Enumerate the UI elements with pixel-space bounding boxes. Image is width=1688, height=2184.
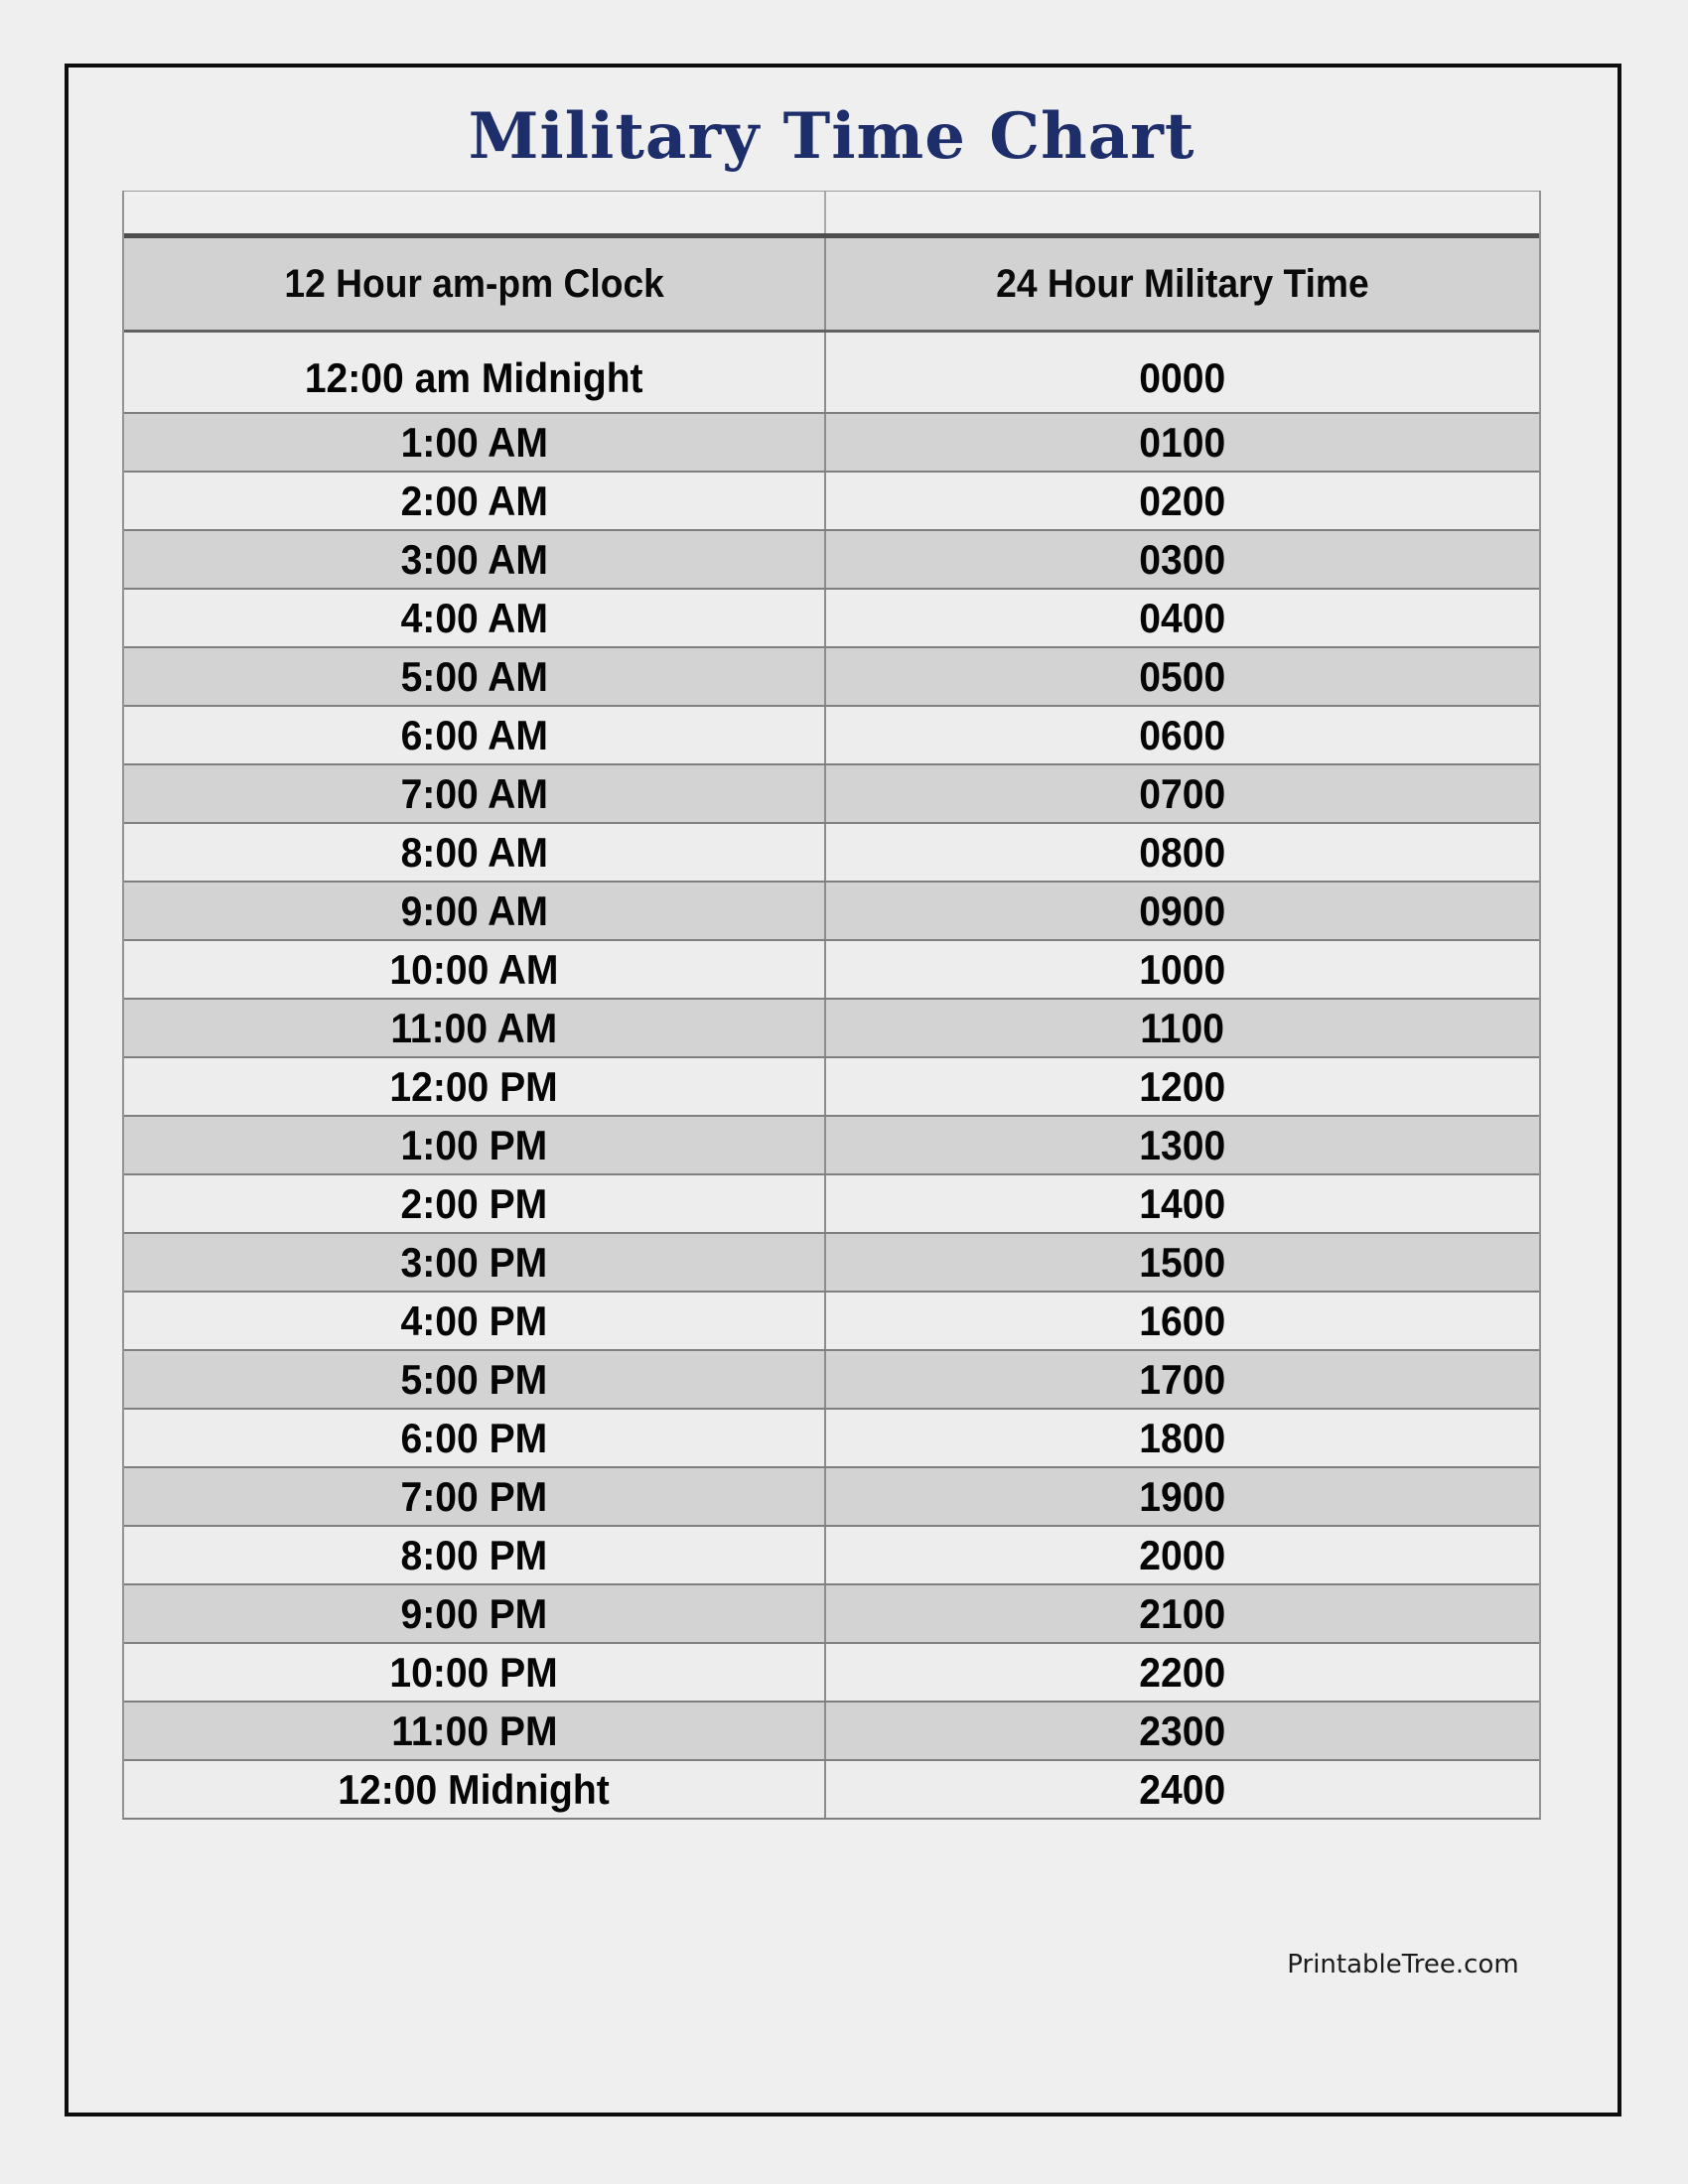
military-cell: 0300 xyxy=(1139,535,1226,583)
military-cell-wrap xyxy=(824,590,1539,646)
military-cell: 0200 xyxy=(1139,477,1226,524)
table-row xyxy=(124,412,1539,471)
clock-cell-wrap xyxy=(124,1761,824,1818)
military-cell: 0700 xyxy=(1139,769,1226,817)
clock-cell: 2:00 PM xyxy=(400,1179,548,1227)
table-row xyxy=(124,1759,1539,1818)
table-row xyxy=(124,1349,1539,1408)
military-cell: 0100 xyxy=(1139,418,1226,466)
military-cell: 0900 xyxy=(1139,887,1226,934)
clock-cell: 3:00 PM xyxy=(400,1238,548,1286)
military-cell-wrap xyxy=(824,1703,1539,1759)
clock-cell: 12:00 PM xyxy=(389,1062,559,1110)
military-cell: 1400 xyxy=(1139,1179,1226,1227)
clock-cell-wrap xyxy=(124,1351,824,1408)
military-cell-wrap xyxy=(824,1644,1539,1701)
header-military-cell xyxy=(824,238,1539,330)
clock-cell-wrap xyxy=(124,1234,824,1291)
clock-cell: 1:00 PM xyxy=(400,1121,548,1168)
military-cell: 1300 xyxy=(1139,1121,1226,1168)
clock-cell: 4:00 AM xyxy=(400,594,548,641)
clock-cell-wrap xyxy=(124,1000,824,1056)
clock-cell-wrap xyxy=(124,1527,824,1583)
military-cell: 0400 xyxy=(1139,594,1226,641)
header-military-label: 24 Hour Military Time xyxy=(996,261,1369,306)
military-cell-wrap xyxy=(824,1527,1539,1583)
table-header-row xyxy=(124,238,1539,330)
clock-cell-wrap xyxy=(124,1468,824,1525)
table-row xyxy=(124,529,1539,588)
military-cell: 1500 xyxy=(1139,1238,1226,1286)
military-cell: 1900 xyxy=(1139,1472,1226,1520)
table-row xyxy=(124,1525,1539,1583)
clock-cell: 10:00 PM xyxy=(389,1648,559,1696)
table-row xyxy=(124,881,1539,939)
military-cell: 0800 xyxy=(1139,828,1226,876)
clock-cell: 12:00 am Midnight xyxy=(305,354,643,401)
military-cell: 0600 xyxy=(1139,711,1226,758)
clock-cell-wrap xyxy=(124,648,824,705)
table-row xyxy=(124,588,1539,646)
table-row xyxy=(124,646,1539,705)
table-body xyxy=(124,330,1539,1818)
clock-cell: 10:00 AM xyxy=(389,945,559,993)
military-cell-wrap xyxy=(824,531,1539,588)
military-cell: 2100 xyxy=(1139,1589,1226,1637)
clock-cell: 7:00 PM xyxy=(400,1472,548,1520)
military-cell: 2000 xyxy=(1139,1531,1226,1578)
military-cell-wrap xyxy=(824,1585,1539,1642)
military-cell-wrap xyxy=(824,1468,1539,1525)
clock-cell: 4:00 PM xyxy=(400,1297,548,1344)
table-row xyxy=(124,1056,1539,1115)
clock-cell: 2:00 AM xyxy=(400,477,548,524)
clock-cell-wrap xyxy=(124,765,824,822)
military-cell-wrap xyxy=(824,941,1539,998)
military-cell-wrap xyxy=(824,1000,1539,1056)
footer-site-link: PrintableTree.com xyxy=(1287,1950,1519,1979)
military-cell: 1600 xyxy=(1139,1297,1226,1344)
header-clock-label: 12 Hour am-pm Clock xyxy=(284,261,664,306)
table-row xyxy=(124,998,1539,1056)
clock-cell: 1:00 AM xyxy=(400,418,548,466)
clock-cell-wrap xyxy=(124,414,824,471)
clock-cell-wrap xyxy=(124,941,824,998)
military-cell-wrap xyxy=(824,473,1539,529)
military-cell-wrap xyxy=(824,765,1539,822)
military-cell-wrap xyxy=(824,1293,1539,1349)
military-cell-wrap xyxy=(824,1058,1539,1115)
military-cell: 0500 xyxy=(1139,652,1226,700)
military-cell-wrap xyxy=(824,333,1539,412)
clock-cell: 5:00 PM xyxy=(400,1355,548,1403)
military-cell: 1000 xyxy=(1139,945,1226,993)
table-row xyxy=(124,822,1539,881)
page-title: Military Time Chart xyxy=(468,99,1196,174)
military-cell: 0000 xyxy=(1139,354,1226,401)
military-cell: 1800 xyxy=(1139,1414,1226,1461)
clock-cell: 7:00 AM xyxy=(400,769,548,817)
military-cell-wrap xyxy=(824,824,1539,881)
clock-cell-wrap xyxy=(124,1410,824,1466)
military-cell: 1700 xyxy=(1139,1355,1226,1403)
clock-cell-wrap xyxy=(124,333,824,412)
clock-cell-wrap xyxy=(124,473,824,529)
clock-cell-wrap xyxy=(124,1175,824,1232)
military-cell-wrap xyxy=(824,1410,1539,1466)
military-cell: 1100 xyxy=(1140,1004,1225,1051)
clock-cell-wrap xyxy=(124,707,824,763)
table-row xyxy=(124,1232,1539,1291)
clock-cell-wrap xyxy=(124,1703,824,1759)
table-row xyxy=(124,1173,1539,1232)
clock-cell-wrap xyxy=(124,531,824,588)
military-cell-wrap xyxy=(824,414,1539,471)
clock-cell: 8:00 AM xyxy=(400,828,548,876)
clock-cell-wrap xyxy=(124,1585,824,1642)
clock-cell-wrap xyxy=(124,1644,824,1701)
table-row xyxy=(124,1701,1539,1759)
clock-cell: 6:00 AM xyxy=(400,711,548,758)
military-cell-wrap xyxy=(824,883,1539,939)
clock-cell-wrap xyxy=(124,824,824,881)
header-clock-cell xyxy=(124,238,824,330)
military-cell-wrap xyxy=(824,1761,1539,1818)
table-row xyxy=(124,763,1539,822)
table-row xyxy=(124,1642,1539,1701)
clock-cell: 9:00 PM xyxy=(400,1589,548,1637)
table-row xyxy=(124,705,1539,763)
spacer-clock-cell xyxy=(124,192,824,233)
clock-cell-wrap xyxy=(124,1117,824,1173)
military-cell: 2400 xyxy=(1139,1765,1226,1813)
conversion-table xyxy=(122,191,1541,1820)
table-row xyxy=(124,330,1539,412)
military-cell: 2300 xyxy=(1139,1706,1226,1754)
table-row xyxy=(124,1466,1539,1525)
military-cell: 1200 xyxy=(1139,1062,1226,1110)
table-row xyxy=(124,1115,1539,1173)
clock-cell: 12:00 Midnight xyxy=(338,1765,611,1813)
military-cell-wrap xyxy=(824,707,1539,763)
clock-cell-wrap xyxy=(124,883,824,939)
clock-cell: 11:00 AM xyxy=(390,1004,558,1051)
spacer-military-cell xyxy=(824,192,1539,233)
table-row xyxy=(124,1291,1539,1349)
table-row xyxy=(124,1408,1539,1466)
military-cell: 2200 xyxy=(1139,1648,1226,1696)
military-cell-wrap xyxy=(824,1117,1539,1173)
clock-cell-wrap xyxy=(124,590,824,646)
clock-cell: 8:00 PM xyxy=(400,1531,548,1578)
table-row xyxy=(124,1583,1539,1642)
military-cell-wrap xyxy=(824,1234,1539,1291)
clock-cell-wrap xyxy=(124,1058,824,1115)
table-row xyxy=(124,471,1539,529)
clock-cell: 6:00 PM xyxy=(400,1414,548,1461)
clock-cell: 3:00 AM xyxy=(400,535,548,583)
table-spacer-row xyxy=(124,191,1539,233)
clock-cell-wrap xyxy=(124,1293,824,1349)
clock-cell: 11:00 PM xyxy=(390,1706,558,1754)
clock-cell: 5:00 AM xyxy=(400,652,548,700)
table-row xyxy=(124,939,1539,998)
clock-cell: 9:00 AM xyxy=(400,887,548,934)
military-cell-wrap xyxy=(824,1175,1539,1232)
military-cell-wrap xyxy=(824,648,1539,705)
military-cell-wrap xyxy=(824,1351,1539,1408)
